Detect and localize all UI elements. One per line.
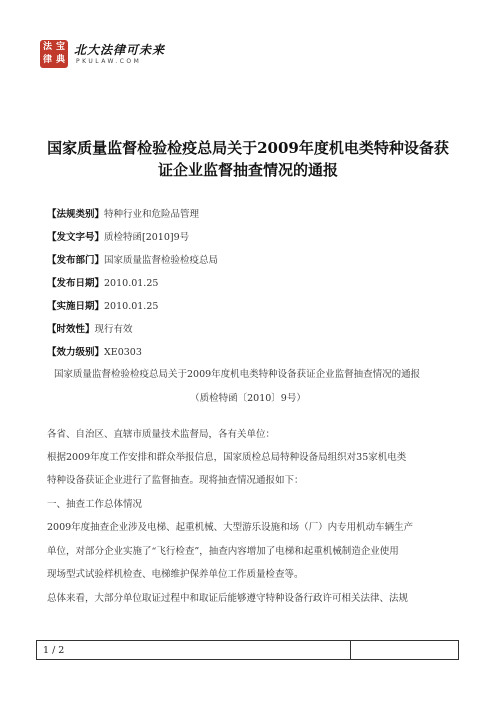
paragraph-line: 现场型式试验样机检查、电梯维护保养单位工作质量检查等。 (47, 569, 304, 580)
meta-level: 【效力级别】XE0303 (47, 347, 142, 358)
page-title (28, 137, 468, 181)
brand-name: 北大法律可未来 (74, 43, 166, 57)
doc-number: （质检特函〔2010〕9号） (190, 393, 306, 404)
section-heading: 一、抽查工作总体情况 (47, 499, 143, 510)
paragraph-line: 根据2009年度工作安排和群众举报信息，国家质检总局特种设备局组织对35家机电类 (47, 452, 407, 463)
doc-title: 国家质量监督检验检疫总局关于2009年度机电类特种设备获证企业监督抽查情况的通报 (54, 369, 421, 380)
meta-doc-number: 【发文字号】质检特函[2010]9号 (47, 232, 190, 243)
paragraph-line: 特种设备获证企业进行了监督抽查。现将抽查情况通报如下： (47, 475, 304, 486)
title-line-1: 国家质量监督检验检疫总局关于2009年度机电类特种设备获 (47, 139, 449, 157)
seal-icon: 法 宝 律 典 (40, 40, 68, 68)
meta-publish-date: 【发布日期】2010.01.25 (47, 278, 159, 289)
meta-effective-date: 【实施日期】2010.01.25 (47, 301, 159, 312)
brand-url: PKULAW.COM (76, 58, 142, 65)
meta-category: 【法规类别】特种行业和危险品管理 (47, 209, 200, 220)
pkulaw-logo (40, 40, 170, 70)
paragraph-line: 2009年度抽查企业涉及电梯、起重机械、大型游乐设施和场（厂）内专用机动车辆生产 (47, 522, 414, 533)
page-footer (36, 640, 459, 660)
meta-validity: 【时效性】现行有效 (47, 324, 133, 335)
paragraph-line: 总体来看，大部分单位取证过程中和取证后能够遵守特种设备行政许可相关法律、法规 (47, 593, 409, 604)
footer-divider (350, 641, 351, 659)
page-number: 1 / 2 (43, 645, 65, 656)
meta-department: 【发布部门】国家质量监督检验检疫总局 (47, 255, 219, 266)
addressee: 各省、自治区、直辖市质量技术监督局，各有关单位： (47, 429, 276, 440)
title-line-2: 证企业监督抽查情况的通报 (157, 161, 338, 179)
paragraph-line: 单位，对部分企业实施了“飞行检查”，抽查内容增加了电梯和起重机械制造企业使用 (47, 546, 399, 557)
